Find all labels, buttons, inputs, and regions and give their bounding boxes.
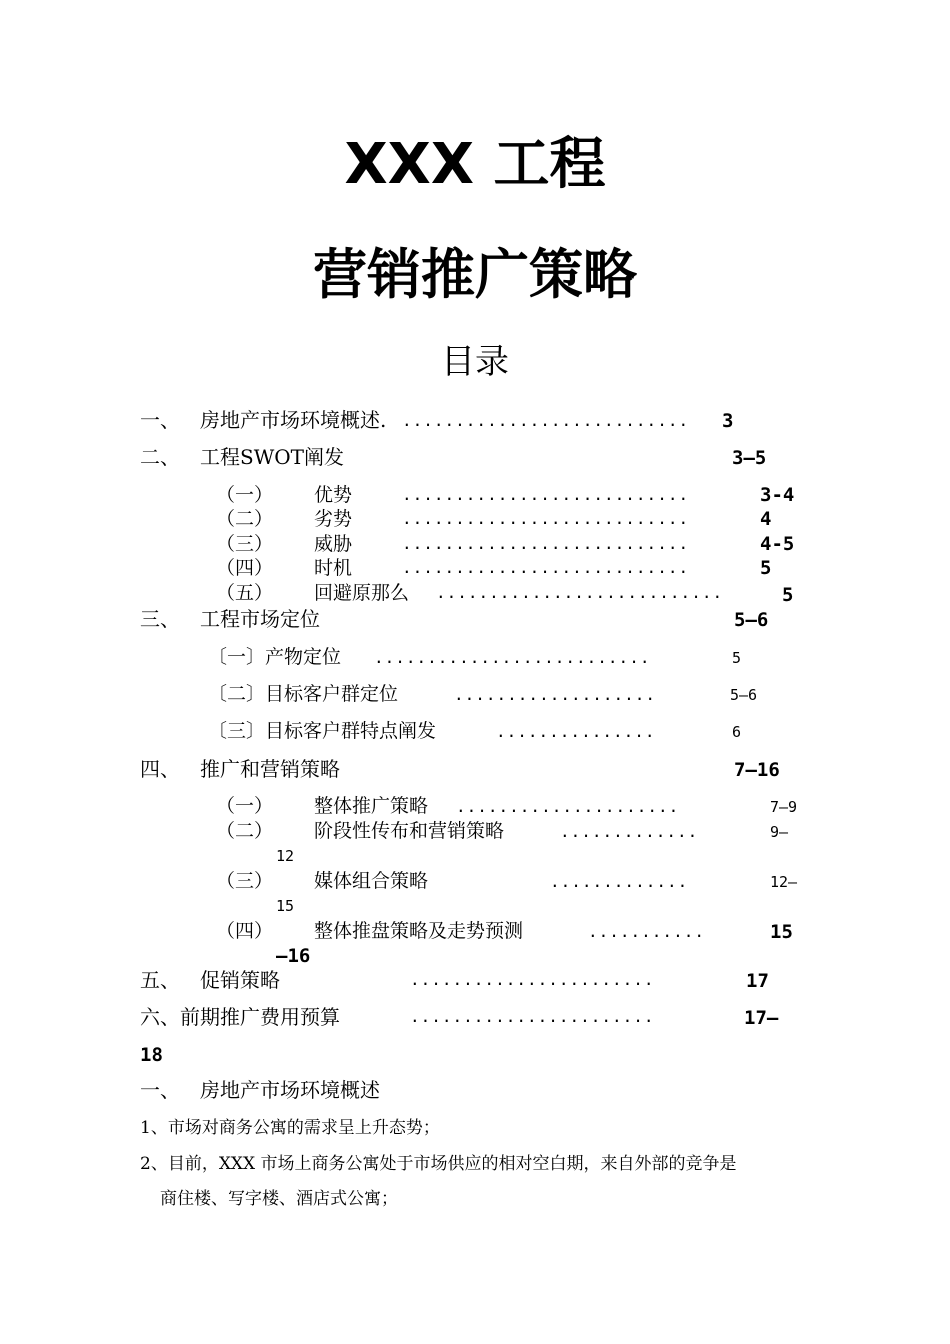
toc-num-2a: （一） xyxy=(216,484,274,506)
toc-page-4d: 15 xyxy=(770,921,793,943)
toc-num-1: 一、 xyxy=(140,408,180,432)
toc-label-3b: 〔二〕目标客户群定位 xyxy=(208,683,399,705)
paragraph-1: 1、市场对商务公寓的需求呈上升态势； xyxy=(140,1118,440,1138)
toc-label-2c: 威胁 xyxy=(314,533,353,555)
toc-dots-5: ....................... xyxy=(410,970,655,989)
toc-num-2c: （三） xyxy=(216,533,274,555)
toc-num-4: 四、 xyxy=(140,757,180,781)
toc-dots-3a: .......................... xyxy=(374,648,651,667)
toc-dots-2e: ........................... xyxy=(436,583,724,602)
toc-num-2e: （五） xyxy=(216,582,274,604)
toc-dots-2d: ........................... xyxy=(402,558,690,577)
toc-page-3: 5—6 xyxy=(734,609,769,631)
document-title: XXX 工程 xyxy=(344,132,606,197)
toc-dots-3c: ............... xyxy=(496,722,656,741)
toc-dots-4b: ............. xyxy=(560,822,699,841)
toc-page-2d: 5 xyxy=(760,557,772,579)
toc-label-4d: 整体推盘策略及走势预测 xyxy=(314,920,524,942)
toc-num-4d: （四） xyxy=(216,920,274,942)
toc-dots-4a: ..................... xyxy=(456,797,680,816)
toc-label-3c: 〔三〕目标客户群特点阐发 xyxy=(208,720,437,742)
toc-label-5: 促销策略 xyxy=(200,968,280,992)
toc-page-4b-cont: 12 xyxy=(276,847,295,865)
toc-page-2e: 5 xyxy=(782,584,794,606)
toc-page-4d-cont: —16 xyxy=(276,945,311,967)
toc-label-4a: 整体推广策略 xyxy=(314,795,429,817)
toc-page-2a: 3-4 xyxy=(760,484,795,506)
toc-num-2d: （四） xyxy=(216,557,274,579)
toc-page-3b: 5—6 xyxy=(730,686,758,704)
toc-label-6: 六、前期推广费用预算 xyxy=(140,1005,340,1029)
toc-label-4: 推广和营销策略 xyxy=(200,757,340,781)
toc-page-3a: 5 xyxy=(732,649,742,667)
toc-label-3a: 〔一〕产物定位 xyxy=(208,646,342,668)
toc-heading: 目录 xyxy=(441,342,509,382)
toc-num-5: 五、 xyxy=(140,968,180,992)
toc-num-4a: （一） xyxy=(216,795,274,817)
toc-page-4c-cont: 15 xyxy=(276,897,295,915)
toc-page-4a: 7—9 xyxy=(770,798,798,816)
toc-page-5: 17 xyxy=(746,970,769,992)
toc-label-2b: 劣势 xyxy=(314,508,353,530)
toc-dots-1: ........................... xyxy=(402,411,690,430)
toc-dots-4d: ........... xyxy=(588,922,705,941)
toc-label-2e: 回避原那么 xyxy=(314,582,410,604)
section-heading-num: 一、 xyxy=(140,1078,180,1102)
toc-label-2a: 优势 xyxy=(314,484,353,506)
toc-dots-2c: ........................... xyxy=(402,534,690,553)
toc-dots-3b: ................... xyxy=(454,685,657,704)
toc-label-3: 工程市场定位 xyxy=(200,607,320,631)
paragraph-2-line1: 2、目前，XXX 市场上商务公寓处于市场供应的相对空白期，来自外部的竞争是 xyxy=(140,1154,737,1174)
toc-label-4b: 阶段性传布和营销策略 xyxy=(314,820,505,842)
toc-num-4b: （二） xyxy=(216,820,274,842)
toc-page-2c: 4-5 xyxy=(760,533,795,555)
toc-num-2: 二、 xyxy=(140,445,180,469)
toc-label-4c: 媒体组合策略 xyxy=(314,870,429,892)
toc-label-1: 房地产市场环境概述. xyxy=(200,408,387,432)
toc-num-3: 三、 xyxy=(140,607,180,631)
toc-num-2b: （二） xyxy=(216,508,274,530)
toc-page-1: 3 xyxy=(722,410,734,432)
toc-page-3c: 6 xyxy=(732,723,742,741)
toc-num-4c: （三） xyxy=(216,870,274,892)
toc-page-2b: 4 xyxy=(760,508,772,530)
toc-page-6-cont: 18 xyxy=(140,1044,163,1066)
toc-page-6: 17— xyxy=(744,1007,779,1029)
toc-page-4c: 12— xyxy=(770,873,798,891)
paragraph-2-line2: 商住楼、写字楼、酒店式公寓； xyxy=(160,1189,398,1209)
section-heading: 房地产市场环境概述 xyxy=(200,1078,380,1102)
toc-page-4b: 9— xyxy=(770,823,789,841)
toc-label-2: 工程SWOT阐发 xyxy=(200,445,344,469)
toc-dots-6: ....................... xyxy=(410,1007,655,1026)
toc-page-2: 3—5 xyxy=(732,447,767,469)
toc-label-2d: 时机 xyxy=(314,557,353,579)
document-subtitle: 营销推广策略 xyxy=(313,243,637,306)
toc-page-4: 7—16 xyxy=(734,759,780,781)
toc-dots-2a: ........................... xyxy=(402,485,690,504)
toc-dots-2b: ........................... xyxy=(402,509,690,528)
toc-dots-4c: ............. xyxy=(550,872,689,891)
